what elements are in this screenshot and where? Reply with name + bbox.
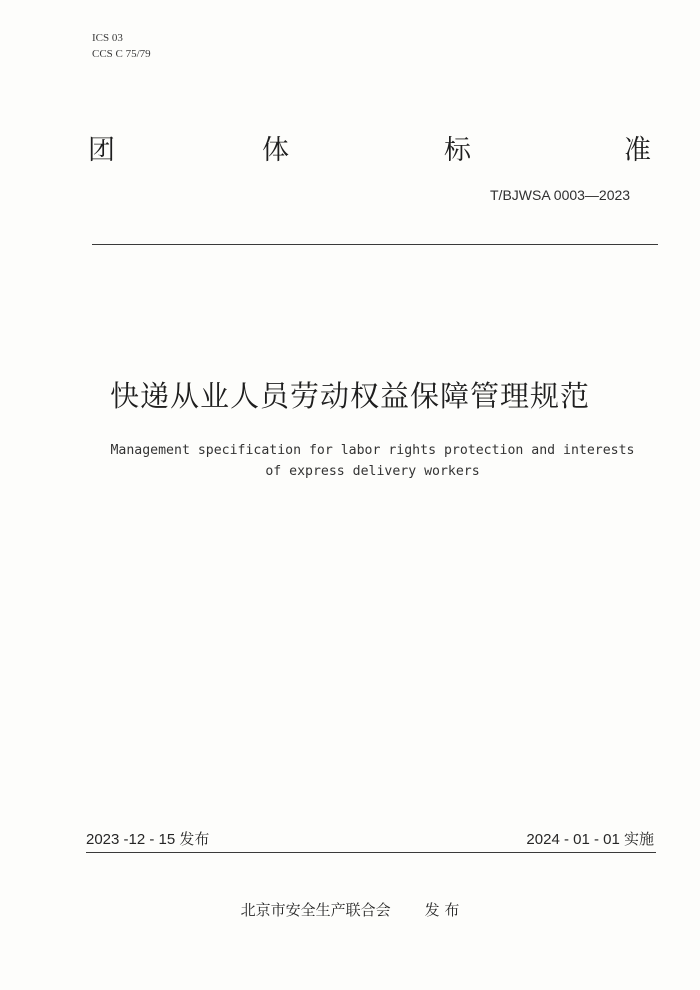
title-english-line-2: of express delivery workers <box>265 464 480 479</box>
footer-divider <box>86 852 656 853</box>
ccs-code: CCS C 75/79 <box>92 48 151 60</box>
title-english-line-1: Management specification for labor rights protection and interests <box>110 443 635 458</box>
standard-code: T/BJWSA 0003—2023 <box>490 187 631 203</box>
title-english <box>80 440 665 482</box>
classification-codes <box>92 30 151 62</box>
header-divider <box>92 244 658 245</box>
standard-type-char-3: 标 <box>444 135 471 166</box>
publisher-action: 发 布 <box>424 901 460 919</box>
title-chinese: 快递从业人员劳动权益保障管理规范 <box>109 379 590 413</box>
standard-type-char-1: 团 <box>88 135 115 166</box>
publisher-line <box>0 899 700 920</box>
issue-date: 2023 -12 - 15 发布 <box>86 831 210 848</box>
publisher-name: 北京市安全生产联合会 <box>240 901 391 919</box>
standard-type-char-4: 准 <box>624 135 651 166</box>
standard-type-heading <box>0 128 700 172</box>
effective-date: 2024 - 01 - 01 实施 <box>526 831 654 848</box>
ics-code: ICS 03 <box>92 32 123 44</box>
date-row <box>86 828 654 848</box>
standard-type-char-2: 体 <box>262 135 289 166</box>
